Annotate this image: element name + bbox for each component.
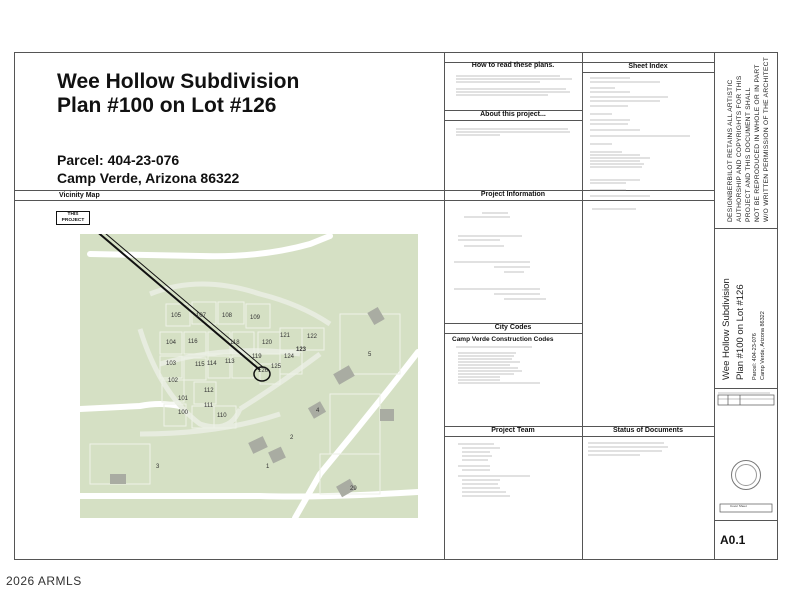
this-project-callout: THIS PROJECT: [56, 211, 90, 225]
city-state: Camp Verde, Arizona 86322: [57, 170, 240, 186]
sheet-index-header: Sheet Index: [628, 63, 668, 70]
status-header: Status of Documents: [612, 427, 683, 434]
project-title: Wee Hollow Subdivision: [57, 70, 300, 93]
map-lot-label: 122: [307, 334, 318, 340]
project-info-header: Project Information: [480, 191, 546, 198]
sheet-label: Cover Sheet: [730, 504, 747, 508]
map-lot-label: 126: [258, 368, 269, 374]
map-lot-label: 120: [262, 340, 273, 346]
map-lot-label: 125: [271, 364, 282, 370]
vicinity-map: [80, 234, 418, 518]
map-lot-label: 112: [204, 388, 214, 394]
plan-title: Plan #100 on Lot #126: [57, 94, 277, 117]
map-lot-label: 121: [280, 333, 291, 339]
map-lot-label: 108: [222, 313, 233, 319]
city-codes-subheader: Camp Verde Construction Codes: [452, 336, 554, 343]
map-number-label: 29: [350, 486, 357, 492]
map-lot-label: 100: [178, 410, 189, 416]
map-lot-label: 111: [204, 403, 214, 409]
parcel-number: Parcel: 404-23-076: [57, 152, 180, 168]
mls-watermark: 2026 ARMLS: [6, 574, 82, 588]
map-lot-label: 101: [178, 396, 189, 402]
map-lot-label: 102: [168, 378, 179, 384]
map-lot-label: 115: [195, 362, 205, 368]
copyright-notice-line: DESIGNBERBILOT RETAINS ALL ARTISTIC AUTHORSHIP AND COPYRIGHTS FOR THIS PROJECT AND THIS DOCUMENT SHALL NOT BE REPRODUCED IN WHOLE OR IN PART W/O WRITTEN PERMISSION OF THE ARCHITECT: [727, 56, 770, 222]
map-number-label: 1: [266, 464, 270, 470]
map-number-label: 2: [290, 435, 294, 441]
map-lot-label: 105: [171, 313, 182, 319]
map-lot-label: 118: [230, 340, 240, 346]
map-lot-label: 116: [188, 339, 198, 345]
city-codes-header: City Codes: [494, 324, 532, 331]
map-number-label: 3: [156, 464, 160, 470]
about-header: About this project...: [480, 111, 546, 118]
map-lot-label: 109: [250, 315, 261, 321]
map-lot-label: 113: [225, 359, 235, 365]
vertical-parcel-line: Parcel: 404-23-076 Camp Verde, Arizona 86322: [752, 311, 766, 380]
seal-stamp-inner: [735, 464, 757, 486]
map-lot-label: 123: [296, 347, 307, 353]
vertical-plan-title: Plan #100 on Lot #126: [735, 284, 746, 380]
vertical-project-title: Wee Hollow Subdivision: [721, 278, 732, 380]
map-lot-label: 124: [284, 354, 295, 360]
map-lot-label: 110: [217, 413, 227, 419]
sheet-number: A0.1: [720, 533, 746, 547]
how-to-read-header: How to read these plans.: [471, 62, 555, 69]
map-lot-label: 114: [207, 361, 217, 367]
vicinity-map-label: Vicinity Map: [59, 192, 100, 199]
map-number-label: 5: [368, 352, 372, 358]
map-lot-label: 119: [252, 354, 262, 360]
map-lot-label: 104: [166, 340, 177, 346]
map-number-label: 4: [316, 408, 320, 414]
project-team-header: Project Team: [491, 427, 535, 434]
map-lot-label: 107: [196, 313, 207, 319]
map-lot-label: 103: [166, 361, 177, 367]
